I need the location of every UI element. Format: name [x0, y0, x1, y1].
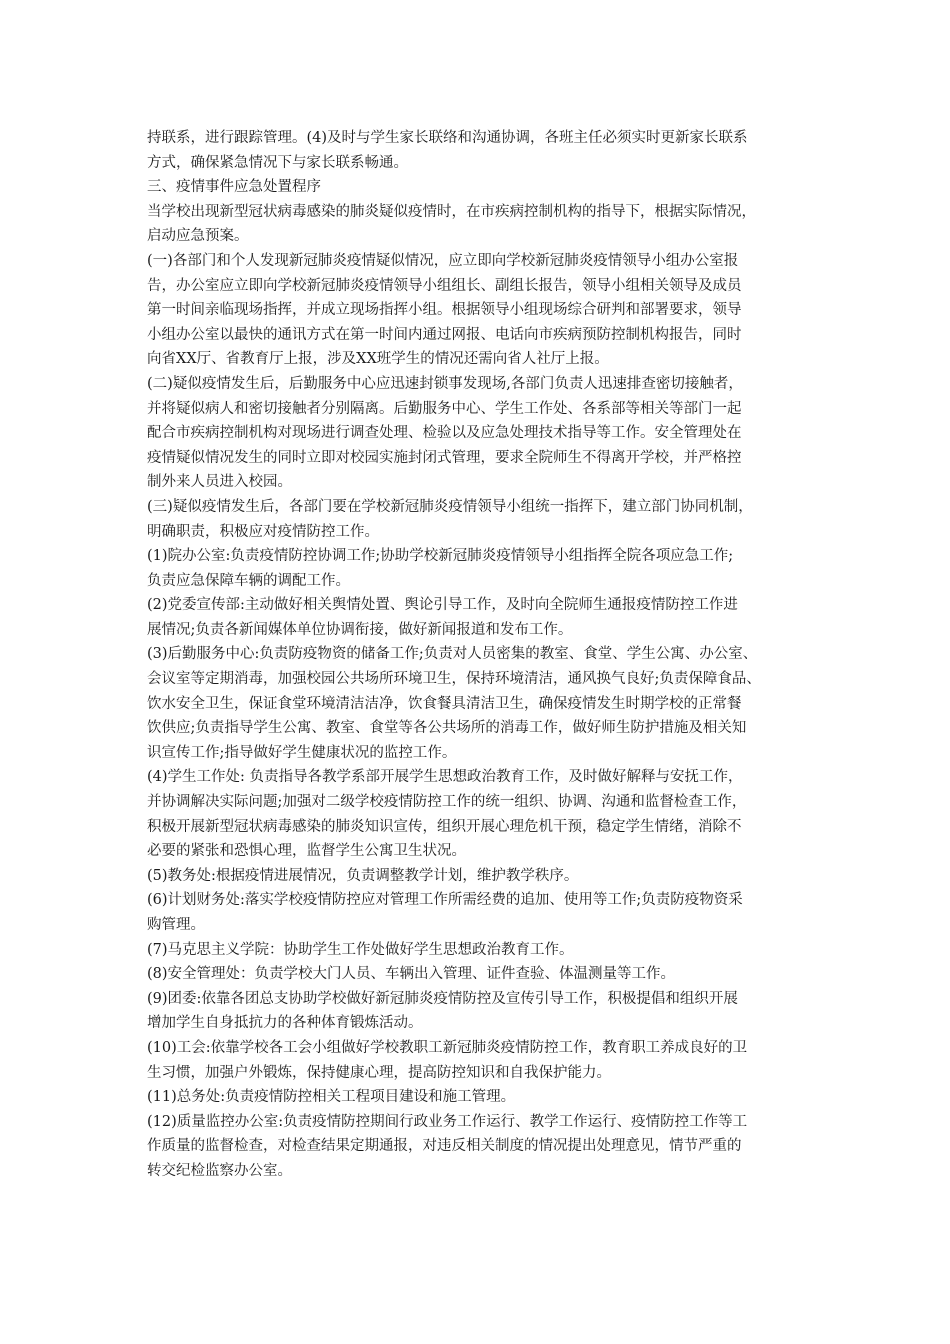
paragraph	[147, 765, 815, 863]
text-line: 识宣传工作;指导做好学生健康状况的监控工作。	[147, 744, 457, 761]
text-line: 生习惯，加强户外锻炼，保持健康心理，提高防控知识和自我保护能力。	[147, 1064, 611, 1081]
text-line: (1)院办公室:负责疫情防控协调工作;协助学校新冠肺炎疫情领导小组指挥全院各项应急工作;	[147, 548, 734, 565]
text-line: 会议室等定期消毒，加强校园公共场所环境卫生，保持环境清洁，通风换气良好;负责保障食品、	[147, 671, 761, 688]
text-line: 三、疫情事件应急处置程序	[147, 179, 321, 196]
paragraph	[147, 175, 815, 200]
text-line: (9)团委:依靠各团总支协助学校做好新冠肺炎疫情防控及宣传引导工作，积极提倡和组织开展	[147, 990, 738, 1007]
text-line: (11)总务处:负责疫情防控相关工程项目建设和施工管理。	[147, 1089, 516, 1106]
text-line: (三)疑似疫情发生后，各部门要在学校新冠肺炎疫情领导小组统一指挥下，建立部门协同机制，	[147, 498, 753, 515]
paragraph	[147, 593, 815, 642]
text-line: 展情况;负责各新闻媒体单位协调衔接，做好新闻报道和发布工作。	[147, 621, 573, 638]
paragraph	[147, 987, 815, 1036]
text-line: 当学校出现新型冠状病毒感染的肺炎疑似疫情时，在市疾病控制机构的指导下，根据实际情况，	[147, 203, 756, 220]
text-line: 第一时间亲临现场指挥，并成立现场指挥小组。根据领导小组现场综合研判和部署要求，领导	[147, 302, 742, 319]
text-line: 转交纪检监察办公室。	[147, 1162, 292, 1179]
text-line: 明确职责，积极应对疫情防控工作。	[147, 523, 379, 540]
text-line: (8)安全管理处：负责学校大门人员、车辆出入管理、证件查验、体温测量等工作。	[147, 966, 676, 983]
text-line: 负责应急保障车辆的调配工作。	[147, 572, 350, 589]
text-line: 作质量的监督检查，对检查结果定期通报，对违反相关制度的情况提出处理意见，情节严重的	[147, 1138, 742, 1155]
text-line: 增加学生自身抵抗力的各种体育锻炼活动。	[147, 1015, 423, 1032]
paragraph	[147, 544, 815, 593]
text-line: 启动应急预案。	[147, 228, 249, 245]
text-line: (二)疑似疫情发生后，后勤服务中心应迅速封锁事发现场,各部门负责人迅速排查密切接触者，	[147, 375, 743, 392]
paragraph	[147, 888, 815, 937]
text-line: 并将疑似病人和密切接触者分别隔离。后勤服务中心、学生工作处、各系部等相关等部门一起	[147, 400, 742, 417]
text-line: (7)马克思主义学院：协助学生工作处做好学生思想政治教育工作。	[147, 941, 574, 958]
text-line: 并协调解决实际问题;加强对二级学校疫情防控工作的统一组织、协调、沟通和监督检查工作，	[147, 794, 747, 811]
text-line: (一)各部门和个人发现新冠肺炎疫情疑似情况，应立即向学校新冠肺炎疫情领导小组办公室报	[147, 252, 739, 269]
text-line: 方式，确保紧急情况下与家长联系畅通。	[147, 154, 408, 171]
text-line: 告，办公室应立即向学校新冠肺炎疫情领导小组组长、副组长报告，领导小组相关领导及成员	[147, 277, 742, 294]
text-line: 向省XX厅、省教育厅上报，涉及XX班学生的情况还需向省人社厅上报。	[147, 351, 609, 368]
paragraph	[147, 372, 815, 495]
paragraph	[147, 938, 815, 963]
text-line: 购管理。	[147, 917, 205, 933]
paragraph	[147, 126, 815, 175]
document-body	[147, 126, 815, 1184]
text-line: 饮供应;负责指导学生公寓、教室、食堂等各公共场所的消毒工作，做好师生防护措施及相关知	[147, 720, 747, 737]
paragraph	[147, 249, 815, 372]
text-line: (3)后勤服务中心:负责防疫物资的储备工作;负责对人员密集的教室、食堂、学生公寓、办公室、	[147, 646, 758, 663]
text-line: (2)党委宣传部:主动做好相关舆情处置、舆论引导工作，及时向全院师生通报疫情防控工作进	[147, 597, 738, 614]
text-line: 持联系，进行跟踪管理。(4)及时与学生家长联络和沟通协调，各班主任必须实时更新家长联系	[147, 130, 748, 146]
text-line: 小组办公室以最快的通讯方式在第一时间内通过网报、电话向市疾病预防控制机构报告，同时	[147, 326, 742, 343]
text-line: (6)计划财务处:落实学校疫情防控应对管理工作所需经费的追加、使用等工作;负责防疫物资采	[147, 892, 743, 909]
text-line: 必要的紧张和恐惧心理，监督学生公寓卫生状况。	[147, 843, 466, 860]
text-line: 饮水安全卫生，保证食堂环境清洁洁净，饮食餐具清洁卫生，确保疫情发生时期学校的正常餐	[147, 695, 742, 712]
text-line: 配合市疾病控制机构对现场进行调查处理、检验以及应急处理技术指导等工作。安全管理处在	[147, 425, 742, 442]
paragraph	[147, 1085, 815, 1110]
paragraph	[147, 1110, 815, 1184]
text-line: (4)学生工作处: 负责指导各教学系部开展学生思想政治教育工作，及时做好解释与安抚工作，	[147, 769, 743, 786]
text-line: (10)工会:依靠学校各工会小组做好学校教职工新冠肺炎疫情防控工作，教育职工养成良好的卫	[147, 1039, 748, 1056]
paragraph	[147, 495, 815, 544]
text-line: 疫情疑似情况发生的同时立即对校园实施封闭式管理，要求全院师生不得离开学校，并严格控	[147, 449, 742, 466]
text-line: 积极开展新型冠状病毒感染的肺炎知识宣传，组织开展心理危机干预，稳定学生情绪，消除不	[147, 818, 742, 835]
text-line: (5)教务处:根据疫情进展情况，负责调整教学计划，维护教学秩序。	[147, 867, 579, 884]
paragraph	[147, 1036, 815, 1085]
paragraph	[147, 864, 815, 889]
paragraph	[147, 642, 815, 765]
paragraph	[147, 962, 815, 987]
text-line: (12)质量监控办公室:负责疫情防控期间行政业务工作运行、教学工作运行、疫情防控工作等工	[147, 1113, 748, 1130]
paragraph	[147, 200, 815, 249]
text-line: 制外来人员进入校园。	[147, 474, 292, 491]
